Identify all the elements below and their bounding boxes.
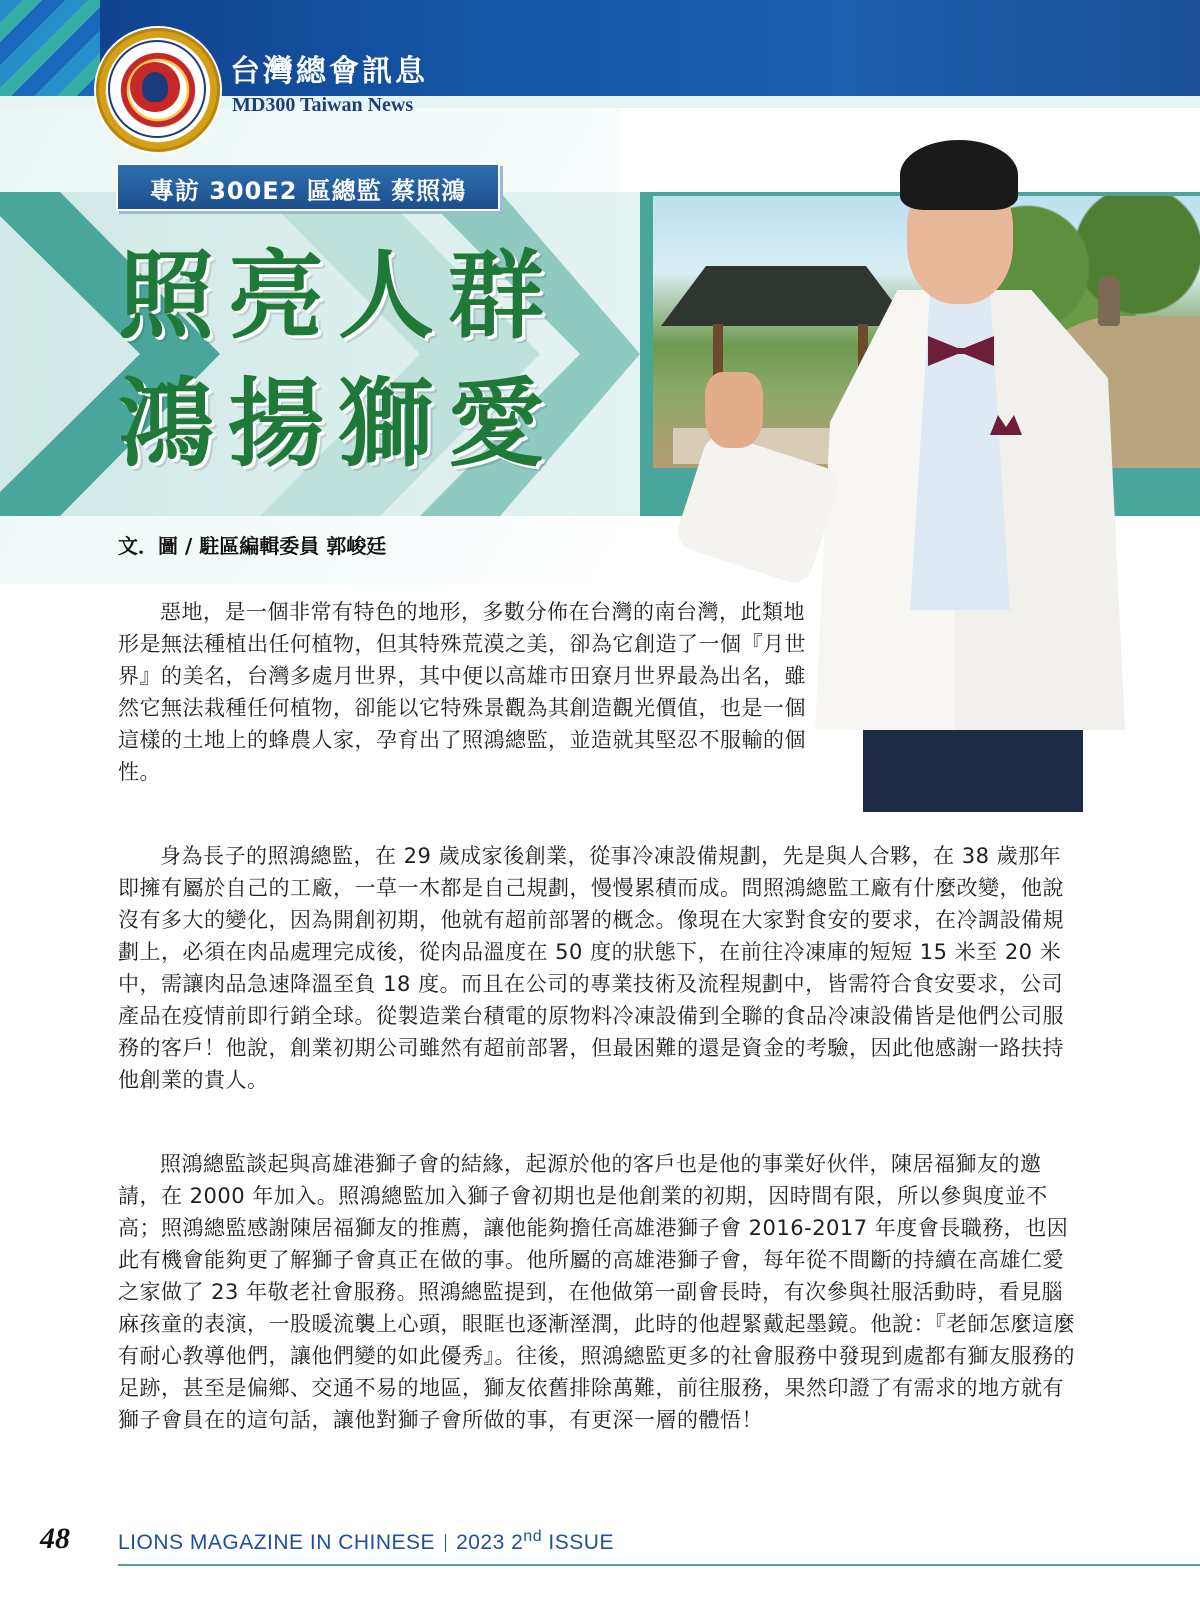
issue-ordinal: nd (523, 1528, 543, 1545)
paragraph-3-text: 照鴻總監談起與高雄港獅子會的結緣，起源於他的客戶也是他的事業好伙伴，陳居福獅友的邀請，在 2000 年加入。照鴻總監加入獅子會初期也是他創業的初期，因時間有限，所以參與度並不高；照鴻總監感謝陳居福獅友的推薦，讓他能夠擔任高雄港獅子會 2016-2017 年度會長職務，也因此有機會能夠更了解獅子會真正在做的事。他所屬的高雄港獅子會，每年從不間斷的持續在高雄仁愛之家做了 23 年敬老社會服務。照鴻總監提到，在他做第一副會長時，有次參與社服活動時，看見腦麻孩童的表演，一股暖流襲上心頭，眼眶也逐漸溼潤，此時的他趕緊戴起墨鏡。他說：『老師怎麼這麼有耐心教導他們，讓他們變的如此優秀』。往後，照鴻總監更多的社會服務中發現到處都有獅友服務的足跡，甚至是偏鄉、交通不易的地區，獅友依舊排除萬難，前往服務，果然印證了有需求的地方就有獅子會員在的這句話，讓他對獅子會所做的事，有更深一層的體悟！ (118, 1152, 1075, 1432)
issue-year: 2023 2 (456, 1531, 524, 1554)
trousers (863, 730, 1083, 812)
magazine-name: LIONS MAGAZINE IN CHINESE (118, 1531, 436, 1554)
paragraph-3 (118, 1148, 1082, 1436)
paragraph-2-text: 身為長子的照鴻總監，在 29 歲成家後創業，從事冷凍設備規劃，先是與人合夥，在 38 歲那年即擁有屬於自己的工廠，一草一木都是自己規劃，慢慢累積而成。問照鴻總監工廠有什麼改變，他說沒有多大的變化，因為開創初期，他就有超前部署的概念。像現在大家對食安的要求，在冷調設備規劃上，必須在肉品處理完成後，從肉品溫度在 50 度的狀態下，在前往冷凍庫的短短 15 米至 20 米中，需讓肉品急速降溫至負 18 度。而且在公司的專業技術及流程規劃中，皆需符合食安要求，公司產品在疫情前即行銷全球。從製造業台積電的原物料冷凍設備到全聯的食品冷凍設備皆是他們公司服務的客戶！他說，創業初期公司雖然有超前部署，但最困難的還是資金的考驗，因此他感謝一路扶持他創業的貴人。 (118, 844, 1064, 1092)
issue-label: ISSUE (542, 1531, 614, 1554)
page-number: 48 (40, 1522, 70, 1555)
article-title-line2: 鴻揚獅愛 (118, 367, 558, 480)
footer-rule (118, 1564, 1200, 1566)
footer-magazine (118, 1528, 614, 1555)
paragraph-2 (118, 840, 1082, 1096)
interview-subtitle-box (116, 163, 500, 211)
hair (900, 140, 1018, 210)
byline: 文．圖 / 駐區編輯委員 郭峻廷 (118, 534, 387, 558)
header-title-en: MD300 Taiwan News (232, 94, 414, 116)
raised-fist (705, 372, 763, 448)
interview-subtitle: 專訪 300E2 區總監 蔡照鴻 (149, 177, 467, 205)
header-decoration (0, 0, 100, 96)
article-title-line1: 照亮人群 (118, 239, 558, 352)
paragraph-1-text: 惡地，是一個非常有特色的地形，多數分佈在台灣的南台灣，此類地形是無法種植出任何植物，但其特殊荒漠之美，卻為它創造了一個『月世界』的美名，台灣多處月世界，其中便以高雄市田寮月世界最為出名，雖然它無法栽種任何植物，卻能以它特殊景觀為其創造觀光價值，也是一個這樣的土地上的蜂農人家，孕育出了照鴻總監，並造就其堅忍不服輸的個性。 (118, 600, 806, 784)
emblem-lion (142, 72, 168, 102)
header-title-zh: 台灣總會訊息 (230, 54, 428, 89)
paragraph-1 (118, 596, 814, 788)
footer-divider (445, 1534, 446, 1552)
